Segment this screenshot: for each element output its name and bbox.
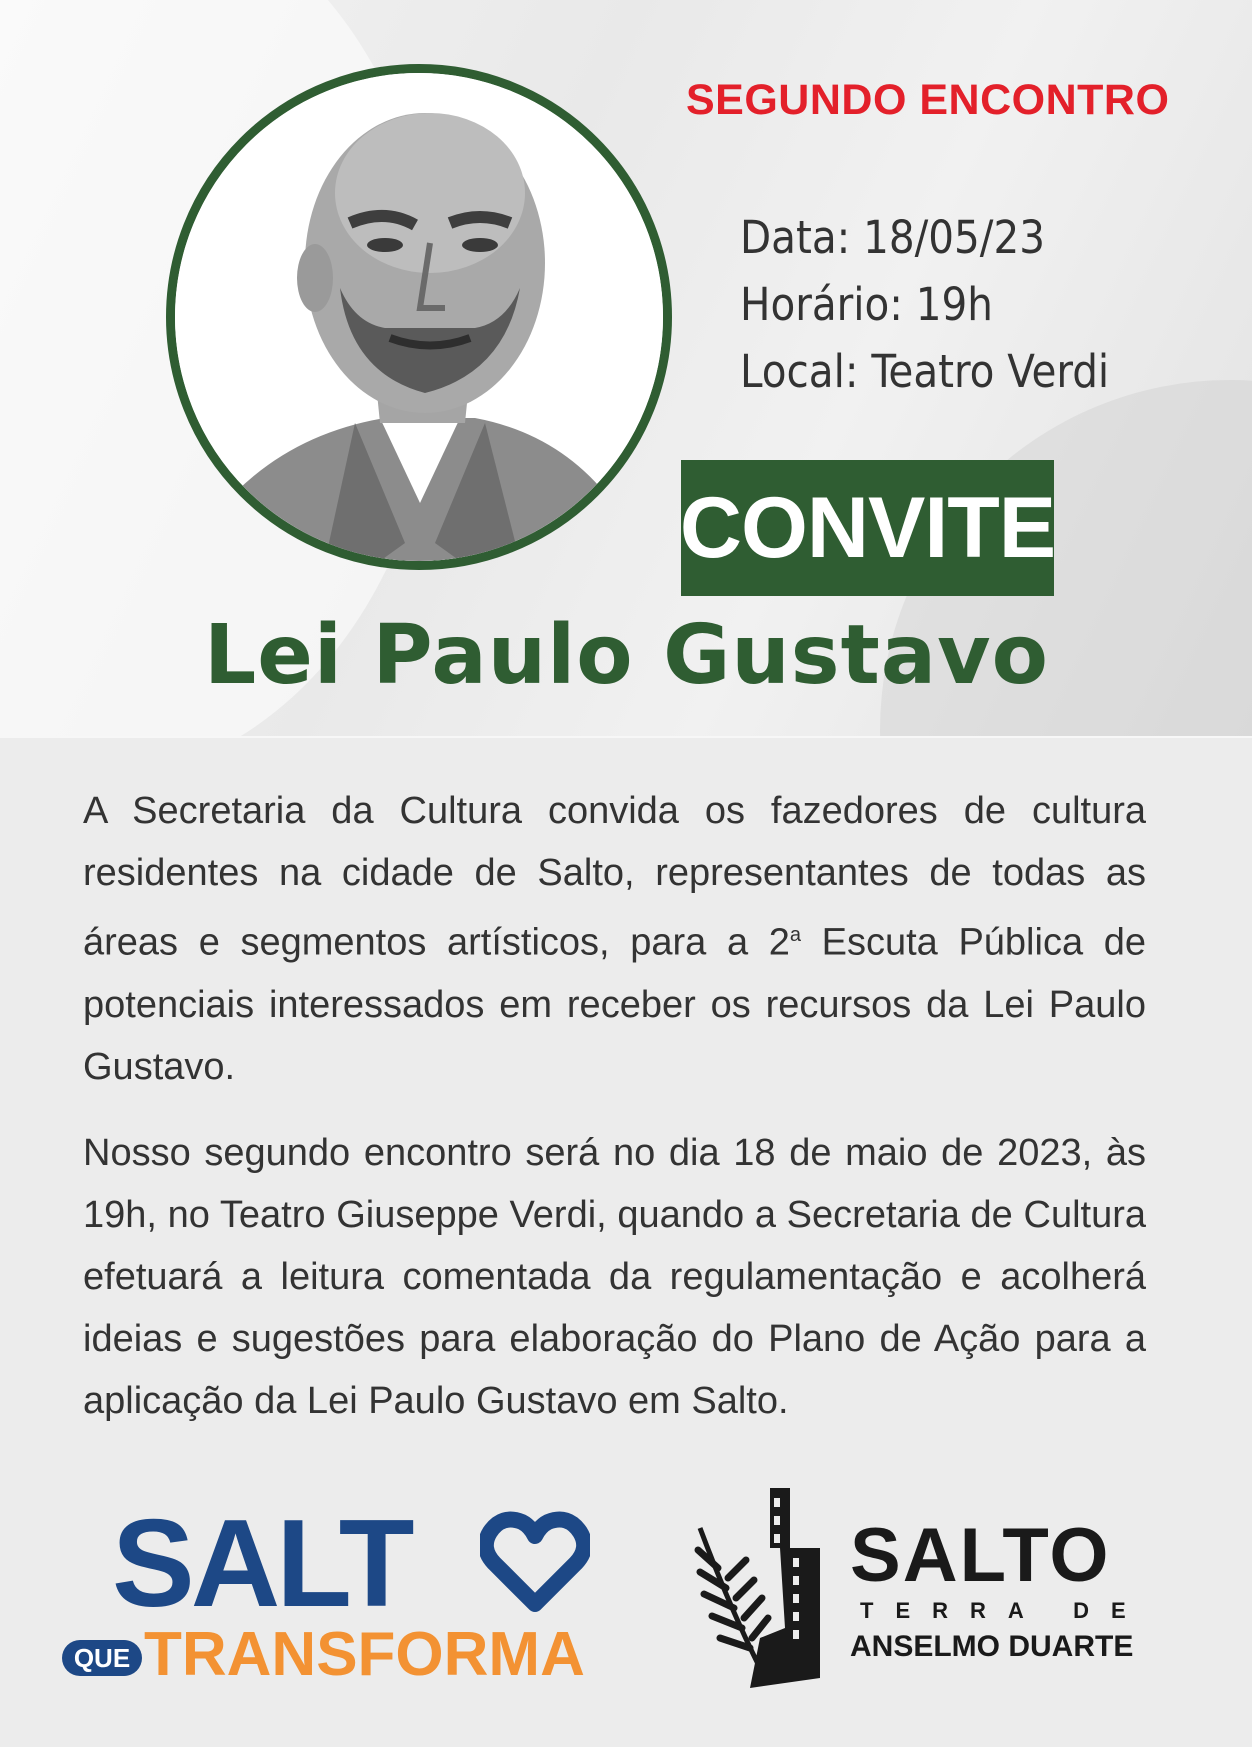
page-title: Lei Paulo Gustavo xyxy=(204,608,1049,703)
portrait-photo xyxy=(166,64,672,570)
paragraph-1-part-a: A Secretaria da Cultura convida os fazedores de cultura residentes na cidade de Salto, representantes de todas as áreas e segmentos artísticos, para a 2 xyxy=(83,790,1146,964)
event-location: Local: Teatro Verdi xyxy=(740,345,1110,398)
heart-icon xyxy=(480,1508,590,1618)
portrait-illustration xyxy=(175,73,663,561)
convite-badge xyxy=(681,460,1054,596)
event-time: Horário: 19h xyxy=(740,278,993,331)
event-date: Data: 18/05/23 xyxy=(740,211,1045,264)
logo-left-sub: TRANSFORMA xyxy=(144,1620,585,1689)
logo-right-line2: TERRA DE xyxy=(860,1598,1148,1623)
film-strip-palm-icon xyxy=(690,1488,840,1688)
logo-left-word: SALT xyxy=(112,1495,411,1633)
ordinal-superscript: a xyxy=(789,924,801,946)
convite-label: CONVITE xyxy=(679,479,1056,576)
salto-terra-logo xyxy=(690,1488,1170,1688)
paragraph-1-part-b: Escuta Pública de potenciais interessados em receber os recursos da Lei Paulo Gustavo. xyxy=(83,921,1146,1088)
paragraph-1 xyxy=(83,780,1146,1098)
logo-left-pill: QUE xyxy=(62,1640,142,1676)
logo-right-line3: ANSELMO DUARTE xyxy=(850,1630,1134,1663)
logo-right-word: SALTO xyxy=(850,1513,1111,1598)
body-text xyxy=(83,780,1146,1456)
paragraph-2: Nosso segundo encontro será no dia 18 de maio de 2023, às 19h, no Teatro Giuseppe Verdi, quando a Secretaria de Cultura efetuará a leitura comentada da regulamentação e acolherá ideias e sugestões para elaboração do Plano de Ação para a aplicação da Lei Paulo Gustavo em Salto. xyxy=(83,1131,1146,1422)
section-divider xyxy=(0,736,1252,738)
event-info xyxy=(740,204,1109,405)
salto-que-transforma-logo xyxy=(62,1495,642,1689)
event-kicker: SEGUNDO ENCONTRO xyxy=(686,76,1170,124)
